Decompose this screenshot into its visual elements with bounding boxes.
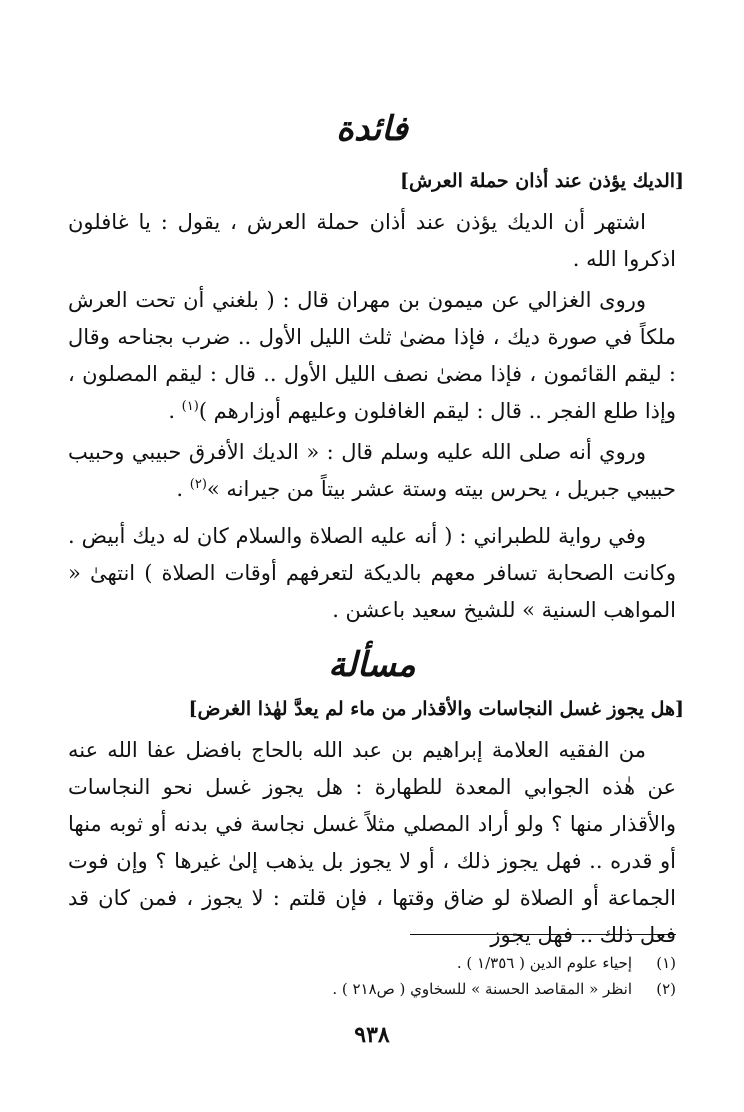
- page-number: ٩٣٨: [354, 1022, 390, 1048]
- footnote-2-text: انظر « المقاصد الحسنة » للسخاوي ( ص٢١٨ ) .: [332, 980, 632, 998]
- paragraph-tabarani-narration: وفي رواية للطبراني : ( أنه عليه الصلاة والسلام كان له ديك أبيض . وكانت الصحابة تسافر معهم بالديكة لتعرفهم أوقات الصلاة ) انتهىٰ « المواهب السنية » للشيخ سعيد باعشن .: [68, 524, 676, 622]
- section-title-faida: فائدة: [336, 109, 408, 149]
- paragraph-hadith-rooster: وروي أنه صلى الله عليه وسلم قال : « الديك الأفرق حبيبي وحبيب حبيبي جبريل ، يحرس بيته وستة عشر بيتاً من جيرانه »$^{(٢)}$ .: [68, 440, 676, 501]
- section-title-masala: مسألة: [328, 645, 416, 685]
- footnote-1-number: (١): [656, 954, 676, 972]
- paragraph-rooster-adhan: اشتهر أن الديك يؤذن عند أذان حملة العرش ، يقول : يا غافلون اذكروا الله .: [68, 210, 676, 271]
- paragraph-ghazali-narration: وروى الغزالي عن ميمون بن مهران قال : ( بلغني أن تحت العرش ملكاً في صورة ديك ، فإذا مضىٰ ثلث الليل الأول .. ضرب بجناحه وقال : ليقم القائمون ، فإذا مضىٰ نصف الليل الأول .. قال : ليقم المصلون ، وإذا طلع الفجر .. قال : ليقم الغافلون وعليهم أوزارهم )$^{(١)}$ .: [68, 288, 676, 423]
- footnote-marker-1: (١): [181, 399, 199, 414]
- section-subtitle-rooster: [الديك يؤذن عند أذان حملة العرش]: [399, 170, 684, 192]
- footnote-2: [68, 980, 676, 998]
- footnote-1-text: إحياء علوم الدين ( ١/٣٥٦ ) .: [456, 954, 632, 972]
- paragraph-question: من الفقيه العلامة إبراهيم بن عبد الله بالحاج بافضل عفا الله عنه عن هٰذه الجوابي المعدة للطهارة : هل يجوز غسل نحو النجاسات والأقذار منها ؟ ولو أراد المصلي مثلاً غسل نجاسة في بدنه أو ثوبه منها أو قدره .. فهل يجوز ذلك ، أو لا يجوز بل يذهب إلىٰ غيرها ؟ وإن فوت الجماعة أو الصلاة لو ضاق وقتها ، فإن قلتم : لا يجوز ، فمن كان قد فعل ذلك .. فهل يجوز: [68, 738, 676, 947]
- footnote-1: [68, 954, 676, 972]
- footnote-2-number: (٢): [656, 980, 676, 998]
- footnote-marker-2: (٢): [189, 477, 207, 492]
- footnote-separator: [410, 934, 676, 935]
- section-subtitle-washing: [هل يجوز غسل النجاسات والأقذار من ماء لم يعدَّ لهٰذا الغرض]: [188, 698, 684, 720]
